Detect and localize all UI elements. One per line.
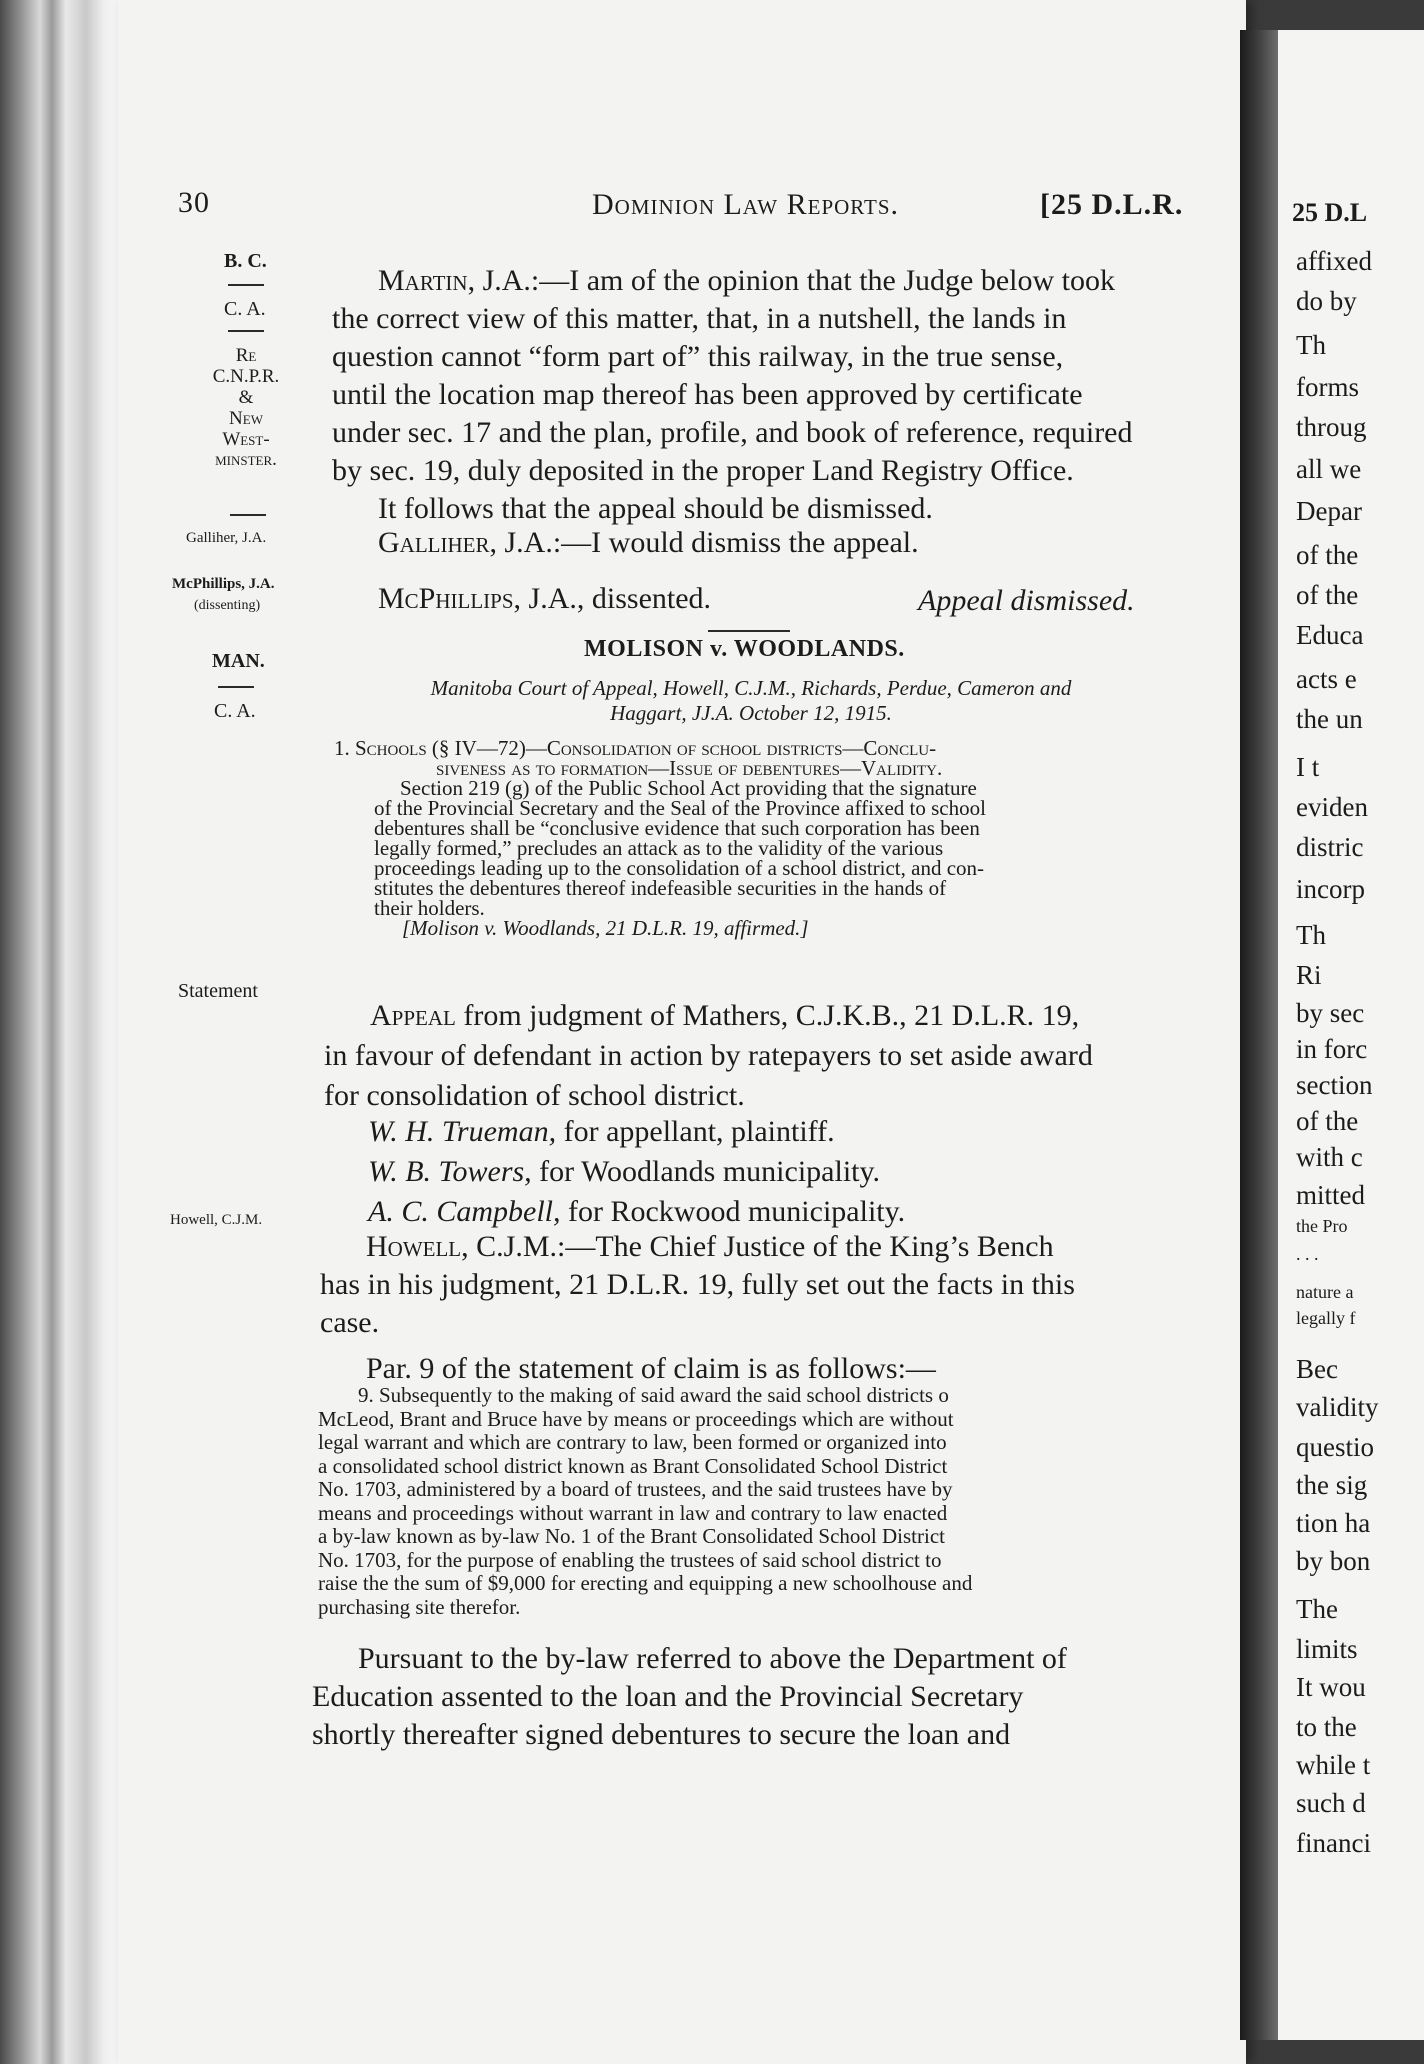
mcphillips-line: McPhillips, J.A., dissented. xyxy=(378,582,712,615)
volume-ref: [25 D.L.R. xyxy=(1040,188,1184,221)
right-page-fragment: the sig xyxy=(1296,1470,1368,1500)
right-page-fragment: forms xyxy=(1296,372,1359,402)
right-page-fragment: affixed xyxy=(1296,246,1372,276)
howell-line: has in his judgment, 21 D.L.R. 19, fully set out the facts in this xyxy=(320,1268,1075,1301)
counsel-line: A. C. Campbell, for Rockwood municipality. xyxy=(368,1195,906,1228)
right-page-fragment: with c xyxy=(1296,1142,1363,1172)
right-page-fragment: section xyxy=(1296,1070,1373,1100)
right-page-fragment: eviden xyxy=(1296,792,1368,822)
statement-line: Appeal from judgment of Mathers, C.J.K.B., 21 D.L.R. 19, xyxy=(370,999,1080,1032)
case-title: MOLISON v. WOODLANDS. xyxy=(584,636,905,662)
margin-ca-2: C. A. xyxy=(214,700,256,722)
galliher-line: Galliher, J.A.:—I would dismiss the appeal. xyxy=(378,526,919,559)
right-page-fragment: the Pro xyxy=(1296,1216,1348,1236)
counsel-list xyxy=(368,1112,905,1232)
right-page-fragment: while t xyxy=(1296,1750,1371,1780)
counsel-line: W. B. Towers, for Woodlands municipality. xyxy=(368,1155,881,1188)
right-page-header: 25 D.L xyxy=(1292,198,1368,227)
right-page-fragment: by bon xyxy=(1296,1546,1371,1576)
statement-line: for consolidation of school district. xyxy=(324,1079,745,1112)
right-page-fragment: questio xyxy=(1296,1432,1374,1462)
howell-line: Howell, C.J.M.:—The Chief Justice of the King’s Bench xyxy=(366,1230,1054,1263)
margin-howell: Howell, C.J.M. xyxy=(170,1212,263,1228)
statement-paragraph xyxy=(324,996,1093,1116)
margin-ca: C. A. xyxy=(224,298,266,320)
page-number: 30 xyxy=(178,186,210,219)
martin-line-1: Martin, J.A.:—I am of the opinion that the Judge below took xyxy=(378,264,1115,297)
right-page-fragment: tion ha xyxy=(1296,1508,1371,1538)
headnote-affirmed: [Molison v. Woodlands, 21 D.L.R. 19, affirmed.] xyxy=(402,916,809,940)
margin-case-ref: Re C.N.P.R. & New West- minster. xyxy=(212,345,280,471)
right-page-fragment: the un xyxy=(1296,704,1363,734)
par-intro: Par. 9 of the statement of claim is as follows:— xyxy=(366,1352,936,1385)
right-page-fragment: in forc xyxy=(1296,1034,1368,1064)
margin-dissenting: (dissenting) xyxy=(194,598,261,613)
right-page-fragment: Bec xyxy=(1296,1354,1338,1384)
right-page-fragment: mitted xyxy=(1296,1180,1365,1210)
opinion-martin: Martin, J.A.:—I am of the opinion that the Judge below took the correct view of this matter, that, in a nutshell, the lands in question cannot “form part of” this railway, in the true sense, until the location map thereof has been approved by certificate under sec. 17 and the plan, profile, and book of reference, required by sec. 19, duly deposited in the proper Land Registry Office. It follows that the appeal should be dismissed. xyxy=(332,264,1133,525)
margin-mcphillips: McPhillips, J.A. xyxy=(172,576,275,592)
right-page-fragment: Ri xyxy=(1296,960,1322,990)
right-page-fragment: of the xyxy=(1296,540,1359,570)
right-page-fragment: Depar xyxy=(1296,496,1362,526)
headnote xyxy=(334,738,1168,938)
right-page-fragment: by sec xyxy=(1296,998,1365,1028)
right-page-fragment: throug xyxy=(1296,412,1367,442)
right-page-fragment: limits xyxy=(1296,1634,1358,1664)
right-page-fragment: validity xyxy=(1296,1392,1379,1422)
right-page-fragment: all we xyxy=(1296,454,1362,484)
right-page-fragment: financi xyxy=(1296,1828,1371,1858)
disposition: Appeal dismissed. xyxy=(918,584,1135,617)
headnote-line: 1. Schools (§ IV—72)—Consolidation of school districts—Conclu- xyxy=(334,736,937,760)
margin-bc: B. C. xyxy=(224,250,267,272)
howell-line: case. xyxy=(320,1306,380,1339)
right-page-fragment: acts e xyxy=(1296,664,1357,694)
court-line: Manitoba Court of Appeal, Howell, C.J.M., Richards, Perdue, Cameron and Haggart, JJ.A. October 12, 1915. xyxy=(430,676,1072,725)
headnote-line: siveness as to formation—Issue of debentures—Validity. xyxy=(436,756,943,780)
running-title: Dominion Law Reports. xyxy=(592,188,900,221)
right-page-fragment: do by xyxy=(1296,286,1357,316)
final-paragraph: Pursuant to the by-law referred to above the Department of Education assented to the loan and the Provincial Secretary shortly thereafter signed debentures to secure the loan and xyxy=(312,1642,1067,1751)
margin-divider xyxy=(230,514,266,516)
right-page-fragment: . . . xyxy=(1296,1244,1319,1264)
margin-divider xyxy=(228,284,264,286)
margin-man: MAN. xyxy=(212,650,265,672)
statement-line: in favour of defendant in action by ratepayers to set aside award xyxy=(324,1039,1093,1072)
right-page-fragment: Th xyxy=(1296,920,1326,950)
headnote-line: of the Provincial Secretary and the Seal of the Province affixed to school xyxy=(374,796,986,820)
margin-statement: Statement xyxy=(178,980,258,1002)
right-page-fragment: distric xyxy=(1296,832,1364,862)
right-page-fragment: The xyxy=(1296,1594,1338,1624)
margin-divider xyxy=(218,686,254,688)
right-page-fragment: nature a xyxy=(1296,1282,1354,1302)
headnote-line: their holders. xyxy=(374,896,485,920)
case-rule xyxy=(708,630,790,632)
headnote-line: stitutes the debentures thereof indefeasible securities in the hands of xyxy=(374,876,947,900)
right-page-fragment: to the xyxy=(1296,1712,1357,1742)
right-page-fragment: of the xyxy=(1296,1106,1359,1136)
headnote-line: debentures shall be “conclusive evidence that such corporation has been xyxy=(374,816,980,840)
book-binding-edge xyxy=(0,0,120,2064)
right-page-fragment: of the xyxy=(1296,580,1359,610)
right-page-fragment: incorp xyxy=(1296,874,1365,904)
right-page-fragment: Educa xyxy=(1296,620,1364,650)
quoted-claim: 9. Subsequently to the making of said award the said school districts o McLeod, Brant and Bruce have by means or proceedings which are without legal warrant and which are contrary to law, been formed or organized into a consolidated school district known as Brant Consolidated School District No. 1703, administered by a board of trustees, and the said trustees have by means and proceedings without warrant in law and contrary to law enacted a by-law known as by-law No. 1 of the Brant Consolidated School District No. 1703, for the purpose of enabling the trustees of said school district to raise the the sum of $9,000 for erecting and equipping a new schoolhouse and purchasing site therefor. xyxy=(318,1383,973,1619)
right-page-fragment: It wou xyxy=(1296,1672,1366,1702)
right-page-fragment: legally f xyxy=(1296,1308,1356,1328)
right-page-fragment: I t xyxy=(1296,752,1320,782)
howell-opinion xyxy=(320,1228,1075,1388)
headnote-line: Section 219 (g) of the Public School Act providing that the signature xyxy=(400,776,977,800)
right-page-fragment: Th xyxy=(1296,330,1326,360)
headnote-line: proceedings leading up to the consolidation of a school district, and con- xyxy=(374,856,985,880)
book-gutter xyxy=(1240,30,1278,2040)
right-page xyxy=(1278,30,1424,2040)
margin-divider xyxy=(228,330,264,332)
margin-galliher: Galliher, J.A. xyxy=(186,530,267,546)
headnote-line: legally formed,” precludes an attack as to the validity of the various xyxy=(374,836,944,860)
right-page-fragment: such d xyxy=(1296,1788,1366,1818)
counsel-line: W. H. Trueman, for appellant, plaintiff. xyxy=(368,1115,835,1148)
